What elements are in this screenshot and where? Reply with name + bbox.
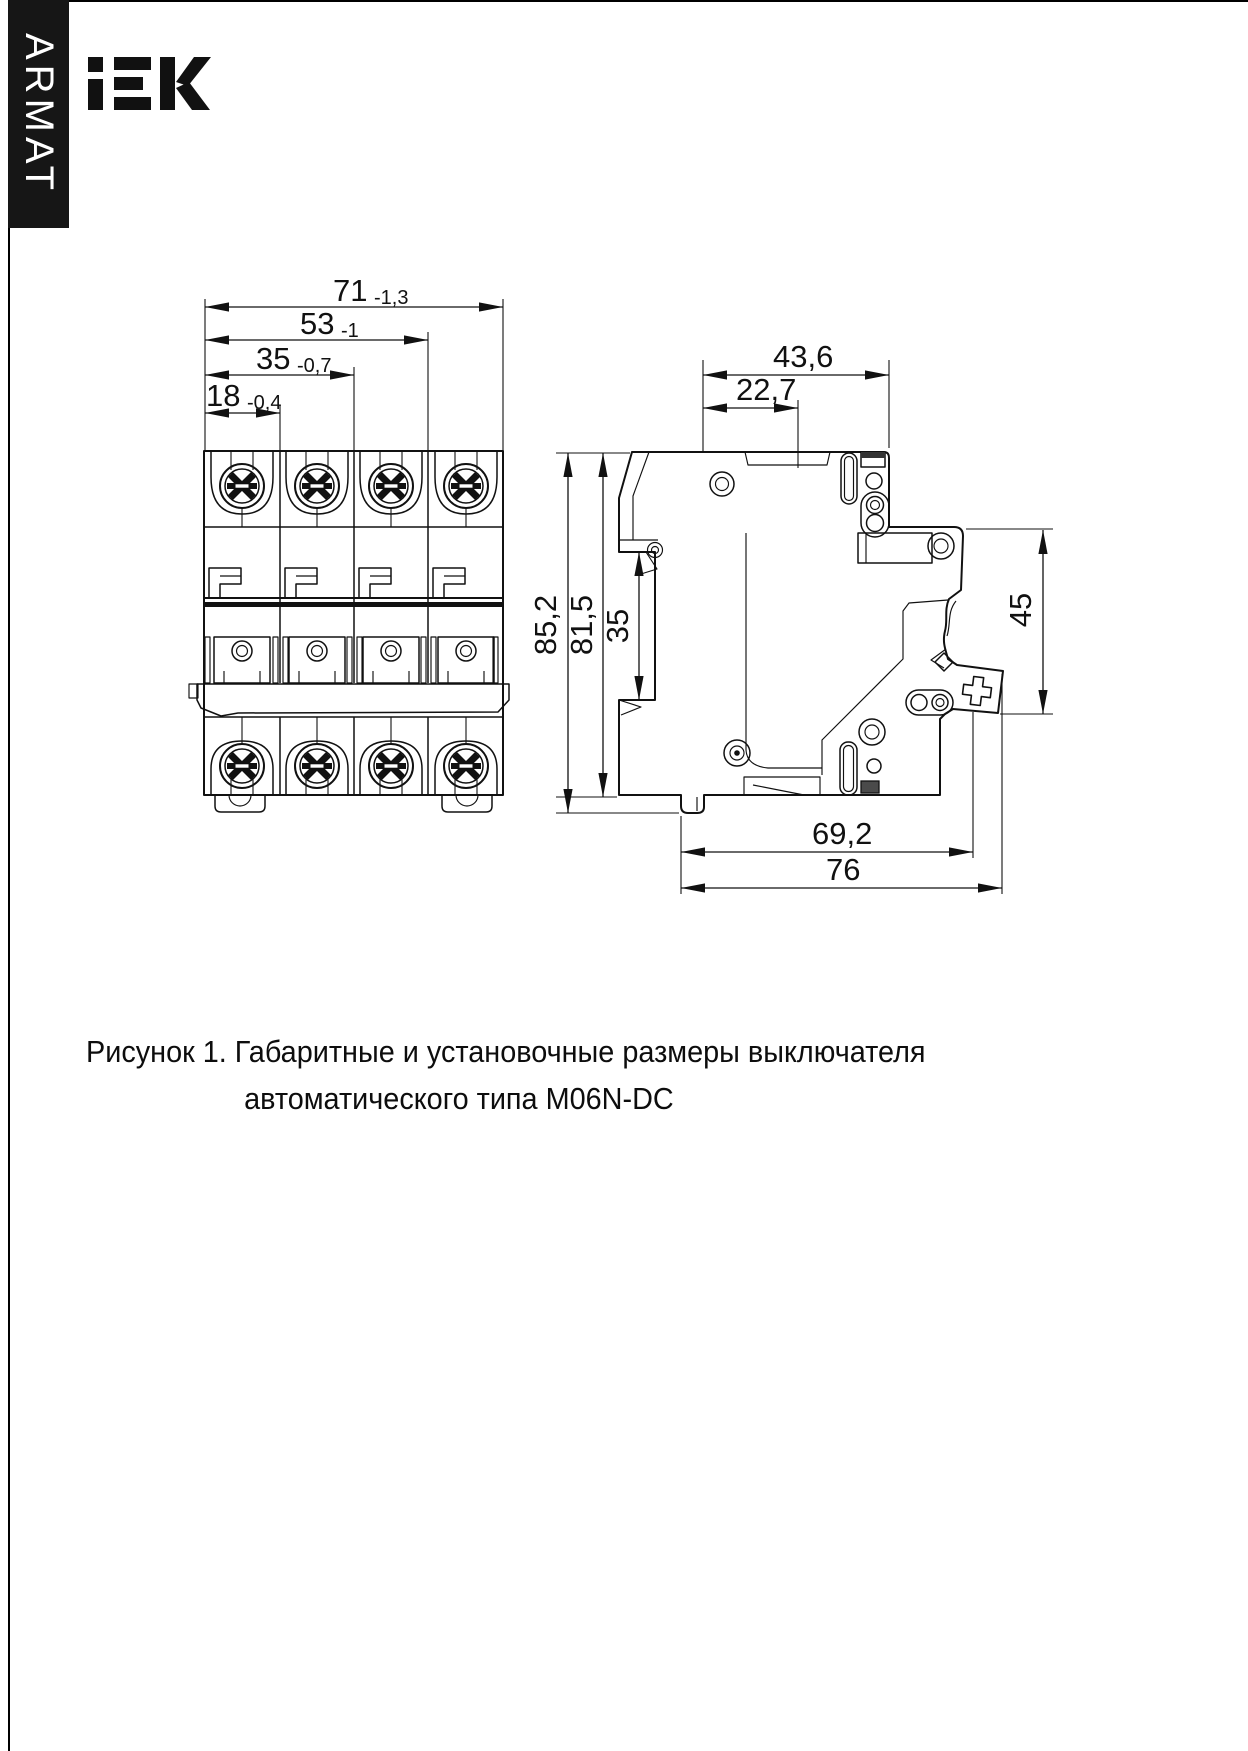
brand-vertical-label: ARMAT <box>17 32 61 196</box>
iek-logo <box>88 57 211 110</box>
dim-label-43-6: 43,6 <box>773 339 834 374</box>
dim-label-85-2: 85,2 <box>528 594 563 656</box>
dim-label-35: 35 <box>256 341 291 376</box>
terminal-cage <box>858 533 932 563</box>
mounting-feet <box>215 795 492 812</box>
dim-tol-53: -1 <box>341 320 359 342</box>
dim-label-22-7: 22,7 <box>736 372 797 407</box>
dim-label-35-din: 35 <box>600 608 635 644</box>
side-outline <box>619 452 1003 813</box>
dim-label-81-5: 81,5 <box>564 594 599 656</box>
dim-label-18: 18 <box>206 378 241 413</box>
horizontal-hole-pair <box>906 690 953 715</box>
bottom-slot <box>840 742 857 795</box>
toggle-flags <box>209 568 465 598</box>
dim-tol-35: -0,7 <box>297 355 332 377</box>
side-view-drawing <box>619 452 1003 813</box>
dim-label-76: 76 <box>826 852 861 887</box>
dim-tol-18: -0,4 <box>247 392 282 414</box>
handle-tie-bar <box>189 684 509 716</box>
din-top-hook <box>619 552 657 574</box>
rivet-screws <box>710 472 954 766</box>
top-slot <box>841 453 857 504</box>
dim-label-69-2: 69,2 <box>812 816 873 851</box>
dim-label-45: 45 <box>1003 592 1038 628</box>
handle-boxes <box>205 637 498 683</box>
dim-label-71: 71 <box>333 273 368 308</box>
caption-line-1: Рисунок 1. Габаритные и установочные размеры выключателя <box>86 1034 926 1069</box>
din-bottom-hook <box>619 700 641 715</box>
dim-tol-71: -1,3 <box>374 287 409 309</box>
figure-caption <box>86 1028 997 1122</box>
dimension-lines <box>205 299 1053 894</box>
clamp-screw-flag <box>961 675 992 706</box>
caption-line-2: автоматического типа M06N-DC <box>244 1081 674 1116</box>
dim-label-53: 53 <box>300 306 335 341</box>
front-view-drawing <box>189 451 509 812</box>
